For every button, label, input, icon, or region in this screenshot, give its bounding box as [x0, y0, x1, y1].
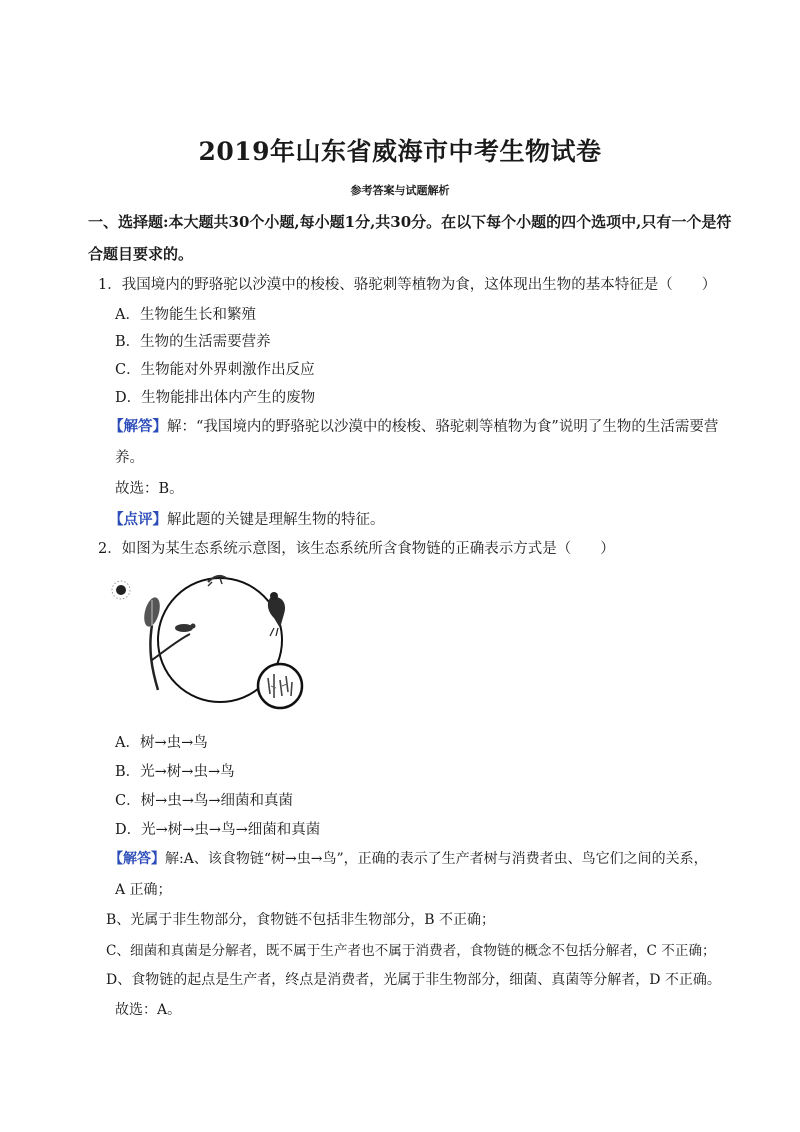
page-title: 2019年山东省威海市中考生物试卷 — [198, 137, 602, 166]
q2-answer-line4: C、细菌和真菌是分解者，既不属于生产者也不属于消费者，食物链的概念不包括分解者，C 不正确； — [106, 943, 716, 959]
q1-option-b: B．生物的生活需要营养 — [115, 334, 271, 350]
q2-answer-text: 解:A、该食物链“树→虫→鸟”，正确的表示了生产者树与消费者虫、鸟它们之间的关系， — [165, 851, 708, 867]
q1-comment-tag: 【点评】 — [109, 511, 167, 528]
q2-option-c: C．树→虫→鸟→细菌和真菌 — [115, 793, 294, 809]
q1-option-a: A．生物能生长和繁殖 — [115, 307, 256, 323]
q1-answer — [109, 415, 718, 436]
q2-answer-tag: 【解答】 — [109, 851, 165, 867]
section-heading-line1: 一、选择题:本大题共30个小题,每小题1分,共30分。在以下每个小题的四个选项中,只有一个是符 — [88, 213, 732, 231]
q1-comment — [109, 508, 385, 529]
q2-option-b: B．光→树→虫→鸟 — [115, 764, 235, 780]
insect-icon — [175, 624, 196, 633]
q2-option-a: A．树→虫→鸟 — [115, 735, 208, 751]
q2-answer — [109, 848, 708, 868]
q1-answer-tag: 【解答】 — [109, 418, 167, 435]
sun-icon — [112, 581, 130, 599]
page-subtitle: 参考答案与试题解析 — [350, 184, 450, 197]
q2-option-d: D．光→树→虫→鸟→细菌和真菌 — [115, 822, 321, 838]
q2-answer-line2: A 正确； — [115, 882, 172, 898]
q2-stem: 2．如图为某生态系统示意图，该生态系统所含食物链的正确表示方式是（ ） — [98, 541, 615, 557]
q1-option-c: C．生物能对外界刺激作出反应 — [115, 362, 315, 378]
q1-option-d: D．生物能排出体内产生的废物 — [115, 390, 316, 406]
q2-choice: 故选：A。 — [115, 1002, 182, 1018]
q1-stem: 1．我国境内的野骆驼以沙漠中的梭梭、骆驼刺等植物为食，这体现出生物的基本特征是（ ） — [98, 277, 717, 293]
bird-icon — [268, 592, 285, 636]
q1-answer-text: 解：“我国境内的野骆驼以沙漠中的梭梭、骆驼刺等植物为食”说明了生物的生活需要营 — [167, 419, 719, 435]
section-heading-line2: 合题目要求的。 — [88, 245, 194, 263]
ecosystem-diagram — [108, 570, 308, 715]
q2-answer-line5: D、食物链的起点是生产者，终点是消费者，光属于非生物部分，细菌、真菌等分解者，D 不正确。 — [106, 972, 721, 988]
q2-answer-line3: B、光属于非生物部分，食物链不包括非生物部分，B 不正确； — [106, 912, 496, 928]
q1-choice: 故选：B。 — [115, 481, 184, 497]
q1-answer-line2: 养。 — [115, 450, 144, 466]
q1-comment-text: 解此题的关键是理解生物的特征。 — [167, 512, 385, 528]
decomposer-icon — [258, 664, 302, 708]
